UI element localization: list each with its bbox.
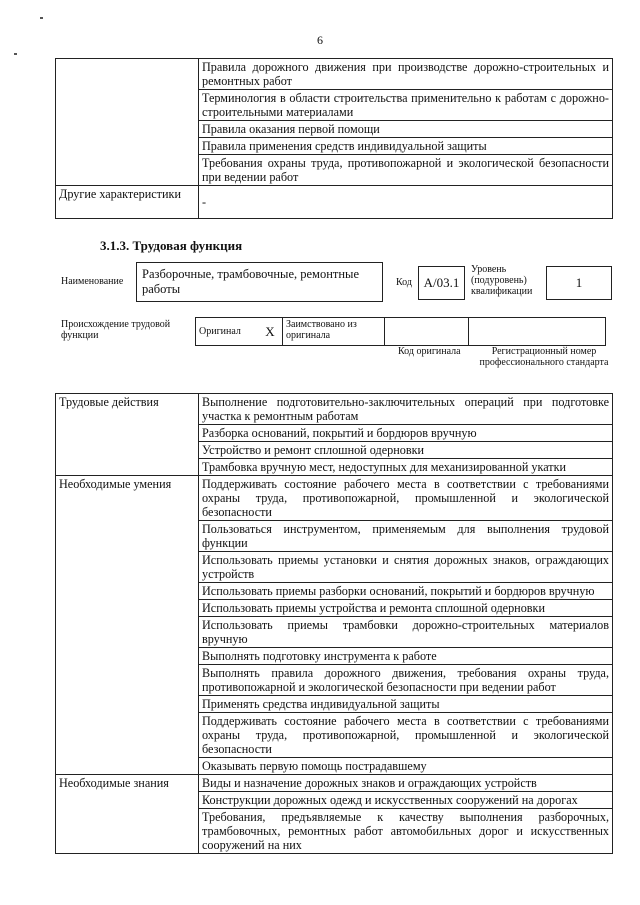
code-label: Код — [396, 277, 412, 288]
page-number: 6 — [317, 33, 323, 47]
table-row: Трамбовка вручную мест, недоступных для механизированной укатки — [199, 459, 613, 476]
table-row: Использовать приемы устройства и ремонта сплошной одерновки — [199, 600, 613, 617]
name-label: Наименование — [61, 276, 124, 287]
knowledge-continuation-table — [55, 58, 613, 219]
table-row: Поддерживать состояние рабочего места в соответствии с требованиями охраны труда, противопожарной, промышленной и экологической безопасности — [199, 476, 613, 521]
section-heading: 3.1.3. Трудовая функция — [100, 238, 243, 253]
labor-function-table — [55, 393, 613, 854]
table-row: Правила применения средств индивидуальной защиты — [199, 138, 613, 155]
knowledge-label: Необходимые знания — [56, 775, 199, 854]
origin-label: Происхождение трудовой функции — [61, 319, 171, 341]
table-row: Выполнение подготовительно-заключительных операций при подготовке участка к ремонтным работам — [199, 394, 613, 425]
table-row: Правила оказания первой помощи — [199, 121, 613, 138]
table-row: Терминология в области строительства применительно к работам с дорожно-строительными материалами — [199, 90, 613, 121]
skills-label: Необходимые умения — [56, 476, 199, 775]
table-row: Поддерживать состояние рабочего места в соответствии с требованиями охраны труда, противопожарной, промышленной и экологической безопасности — [199, 713, 613, 758]
other-characteristics-value: - — [199, 186, 613, 219]
code-box — [418, 266, 465, 300]
table-row: Использовать приемы трамбовки дорожно-строительных материалов вручную — [199, 617, 613, 648]
table-row: Пользоваться инструментом, применяемым для выполнения трудовой функции — [199, 521, 613, 552]
table-row: Оказывать первую помощь пострадавшему — [199, 758, 613, 775]
name-box — [136, 262, 383, 302]
table-row: Применять средства индивидуальной защиты — [199, 696, 613, 713]
original-label: Оригинал — [196, 318, 259, 346]
level-box — [546, 266, 612, 300]
level-value: 1 — [575, 275, 583, 290]
level-label: Уровень (подуровень) квалификации — [471, 264, 533, 297]
function-code: А/03.1 — [423, 275, 460, 290]
table-row: Использовать приемы установки и снятия дорожных знаков, ограждающих устройств — [199, 552, 613, 583]
table-row: Выполнять подготовку инструмента к работе — [199, 648, 613, 665]
origin-table — [195, 317, 606, 346]
borrowed-label: Заимствовано из оригинала — [283, 318, 385, 346]
scan-mark — [14, 53, 17, 55]
table-row: Требования охраны труда, противопожарной и экологической безопасности при ведении работ — [199, 155, 613, 186]
scan-mark — [40, 17, 43, 19]
table-row: Выполнять правила дорожного движения, требования охраны труда, противопожарной и экологической безопасности при ведении работ — [199, 665, 613, 696]
table-row: Правила дорожного движения при производстве дорожно-строительных и ремонтных работ — [199, 59, 613, 90]
table-row: Конструкции дорожных одежд и искусственных сооружений на дорогах — [199, 792, 613, 809]
table-row: Разборка оснований, покрытий и бордюров вручную — [199, 425, 613, 442]
function-name: Разборочные, трамбовочные, ремонтные работы — [142, 267, 359, 296]
code-original-caption: Код оригинала — [398, 346, 461, 357]
table-row: Виды и назначение дорожных знаков и ограждающих устройств — [199, 775, 613, 792]
original-mark: Х — [258, 318, 283, 346]
table-row: Устройство и ремонт сплошной одерновки — [199, 442, 613, 459]
table-row: Требования, предъявляемые к качеству выполнения разборочных, трамбовочных, ремонтных работ автомобильных дорог и искусственных сооружений на них — [199, 809, 613, 854]
table-row: Использовать приемы разборки оснований, покрытий и бордюров вручную — [199, 583, 613, 600]
reg-number-cell — [469, 318, 606, 346]
empty-label-cell — [56, 59, 199, 186]
reg-number-caption: Регистрационный номер профессионального стандарта — [479, 346, 609, 368]
actions-label: Трудовые действия — [56, 394, 199, 476]
other-characteristics-label: Другие характеристики — [56, 186, 199, 219]
code-original-cell — [385, 318, 469, 346]
